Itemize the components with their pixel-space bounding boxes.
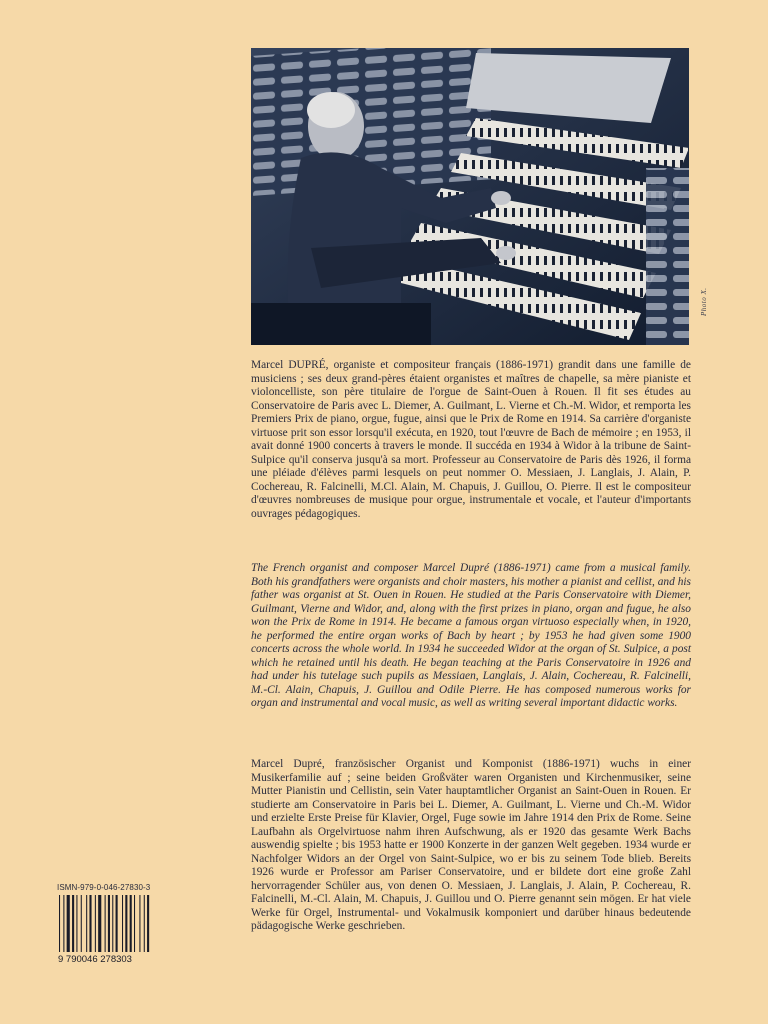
barcode-bar — [81, 895, 82, 952]
barcode-bar — [147, 895, 149, 952]
barcode — [57, 895, 165, 965]
barcode-bar — [125, 895, 127, 952]
organist-photo — [251, 48, 689, 345]
barcode-bar — [72, 895, 74, 952]
barcode-bar — [105, 895, 106, 952]
barcode-digits: 9 790046 278303 — [58, 954, 132, 965]
barcode-bar — [108, 895, 110, 952]
barcode-bar — [144, 895, 145, 952]
biography-english: The French organist and composer Marcel Dupré (1886-1971) came from a musical family. Both his grandfathers were organists and choir masters, his mother a pianist and cellist, and his father was organist at St. Ouen in Rouen. He studied at the Paris Conservatoire with Diemer, Guilmant, Vierne and Widor, and, along with the first prizes in piano, organ and fugue, he also won the Prix de Rome in 1914. He became a famous organ virtuoso especially when, in 1920, he performed the entire organ works of Bach by heart ; by 1953 he had given some 1900 concerts across the whole world. In 1934 he succeeded Widor at the organ of St. Sulpice, a post which he retained until his death. He began teaching at the Paris Conservatoire in 1926 and had under his tutelage such pupils as Messiaen, Langlais, J. Alain, Cochereau, R. Falcinelli, M.-Cl. Alain, Chapuis, J. Guillou and Odile Pierre. He has composed numerous works for organ and instrumental and vocal music, as well as writing several important didactic works. — [251, 562, 691, 709]
barcode-bar — [67, 895, 70, 952]
biography-german: Marcel Dupré, französischer Organist und Komponist (1886-1971) wuchs in einer Musikerfamilie auf ; seine beiden Großväter waren Organisten und Kirchenmusiker, seine Mutter Pianistin und Cellistin, sein Vater hauptamtlicher Organist an Saint-Ouen in Rouen. Er studierte am Conservatoire in Paris bei L. Diemer, A. Guilmant, L. Vierne und Ch.-M. Widor und erzielte Erste Preise für Klavier, Orgel, Fuge sowie im Jahre 1914 den Prix de Rome. Seine Laufbahn als Orgelvirtuose nahm ihren Aufschwung, als er 1920 das gesamte Werk Bachs auswendig spielte ; bis 1953 hatte er 1900 Konzerte in der ganzen Welt gegeben. 1934 wurde er Nachfolger Widors an der Orgel von Saint-Sulpice, wo er bis zu seinem Tode blieb. Bereits 1926 wurde er Professor am Pariser Conservatoire, und er bildete dort eine große Zahl hervorragender Schüler aus, von denen O. Messiaen, J. Langlais, J. Alain, P. Cochereau, R. Falcinelli, M.-Cl. Alain, M. Chapuis, J. Guillou und O. Pierre genannt sein mögen. Er hat viele Werke für Orgel, Instrumental- und Vokalmusik komponiert und darüber hinaus bedeutende pädagogische Werke geschrieben. — [251, 758, 691, 932]
barcode-bar — [116, 895, 118, 952]
ismn-label: ISMN-979-0-046-27830-3 — [57, 883, 151, 892]
organ-console-illustration — [251, 48, 689, 345]
barcode-bar — [122, 895, 123, 952]
barcode-bar — [59, 895, 60, 952]
biography-french: Marcel DUPRÉ, organiste et compositeur français (1886-1971) grandit dans une famille de musiciens ; ses deux grand-pères étaient organistes et maîtres de chapelle, sa mère pianiste et violoncelliste, son père titulaire de l'orgue de Saint-Ouen à Rouen. Il fit ses études au Conservatoire de Paris avec L. Diemer, A. Guilmant, L. Vierne et Ch.-M. Widor, et remporta les Premiers Prix de piano, orgue, fugue, ainsi que le Prix de Rome en 1914. Sa carrière d'organiste virtuose prit son essor lorsqu'il exécuta, en 1920, tout l'œuvre de Bach de mémoire ; en 1953, il avait donné 1900 concerts à travers le monde. Il succéda en 1934 à Widor à la tribune de Saint-Sulpice qu'il conserva jusqu'à sa mort. Professeur au Conservatoire de Paris dès 1926, il forma une pléiade d'élèves parmi lesquels on peut nommer O. Messiaen, J. Langlais, J. Alain, P. Cochereau, R. Falcinelli, M.Cl. Alain, M. Chapuis, J. Guillou, O. Pierre. Il est le compositeur d'œuvres nombreuses de musique pour orgue, instrumentale et vocale, et l'auteur d'importants ouvrages pédagogiques. — [251, 359, 691, 520]
barcode-bar — [98, 895, 101, 952]
barcode-bar — [130, 895, 132, 952]
barcode-graphic — [57, 895, 165, 965]
barcode-bar — [112, 895, 113, 952]
barcode-bar — [134, 895, 135, 952]
barcode-bar — [63, 895, 64, 952]
photo-credit: Photo X. — [700, 287, 708, 316]
barcode-bar — [95, 895, 96, 952]
barcode-bar — [76, 895, 77, 952]
barcode-bar — [89, 895, 91, 952]
barcode-bar — [139, 895, 140, 952]
barcode-bar — [86, 895, 87, 952]
